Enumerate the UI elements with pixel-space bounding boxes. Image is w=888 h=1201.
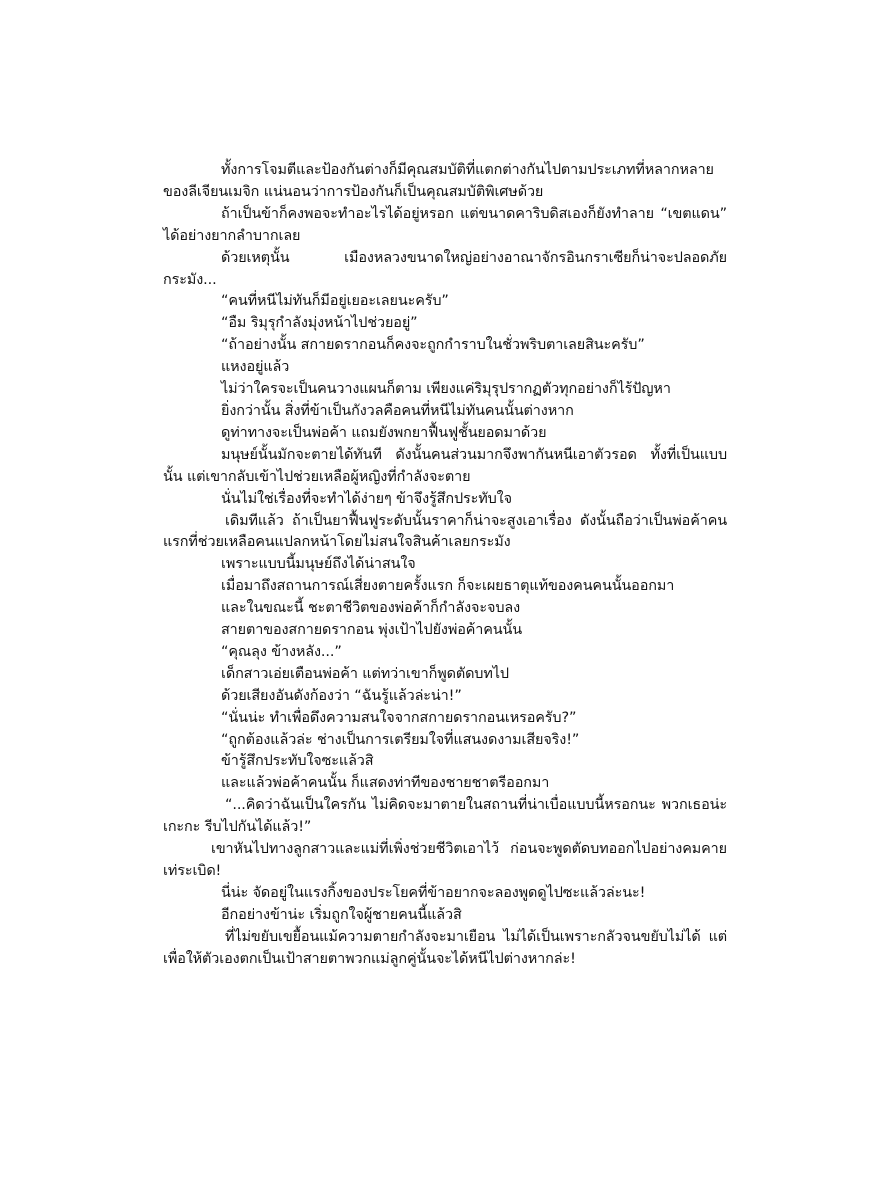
paragraph: ทั้งการโจมตีและป้องกันต่างก็มีคุณสมบัติที่แตกต่างกันไปตามประเภทที่หลากหลายของลีเจียนเมจิก แน่นอนว่าการป้องกันก็เป็นคุณสมบัติพิเศษด้วย xyxy=(163,162,714,200)
paragraph: นั่นไม่ใช่เรื่องที่จะทำได้ง่ายๆ ข้าจึงรู้สึกประทับใจ xyxy=(221,490,512,507)
paragraph: และแล้วพ่อค้าคนนั้น ก็แสดงท่าทีของชายชาตรีออกมา xyxy=(221,775,550,792)
paragraph: ดูท่าทางจะเป็นพ่อค้า แถมยังพกยาฟื้นฟูชั้นยอดมาด้วย xyxy=(221,424,547,441)
paragraph: แหงอยู่แล้ว xyxy=(221,359,290,376)
paragraph: ด้วยเสียงอันดังก้องว่า “ฉันรู้แล้วล่ะน่า!” xyxy=(221,687,462,704)
paragraph: ข้ารู้สึกประทับใจซะแล้วสิ xyxy=(221,753,374,770)
paragraph: สายตาของสกายดรากอน พุ่งเป้าไปยังพ่อค้าคนนั้น xyxy=(221,622,523,639)
paragraph: เพราะแบบนี้มนุษย์ถึงได้น่าสนใจ xyxy=(221,556,416,573)
body-text xyxy=(163,160,727,971)
paragraph: ถ้าเป็นข้าก็คงพอจะทำอะไรได้อยู่หรอก แต่ขนาดคาริบดิสเองก็ยังทำลาย “เขตแดน” ได้อย่างยากลำบากเลย xyxy=(163,205,727,244)
paragraph: ไม่ว่าใครจะเป็นคนวางแผนก็ตาม เพียงแค่ริมุรุปรากฏตัวทุกอย่างก็ไร้ปัญหา xyxy=(221,381,671,398)
paragraph: “...คิดว่าฉันเป็นใครกัน ไม่คิดจะมาตายในสถานที่น่าเบื่อแบบนี้หรอกนะ พวกเธอน่ะเกะกะ รีบไปกันได้แล้ว!” xyxy=(163,797,727,836)
paragraph: ยิ่งกว่านั้น สิ่งที่ข้าเป็นกังวลคือคนที่หนีไม่ทันคนนั้นต่างหาก xyxy=(221,402,574,419)
paragraph: “คุณลุง ข้างหลัง...” xyxy=(221,643,342,660)
paragraph: “อืม ริมุรุกำลังมุ่งหน้าไปช่วยอยู่” xyxy=(221,315,418,332)
paragraph: “นั่นน่ะ ทำเพื่อดึงความสนใจจากสกายดรากอนเหรอครับ?” xyxy=(221,709,577,726)
paragraph: เขาหันไปทางลูกสาวและแม่ที่เพิ่งช่วยชีวิตเอาไว้ ก่อนจะพูดตัดบทออกไปอย่างคมคายเท่ระเบิด! xyxy=(163,841,727,879)
paragraph: “ถูกต้องแล้วล่ะ ช่างเป็นการเตรียมใจที่แสนงดงามเสียจริง!” xyxy=(221,731,580,748)
paragraph: “คนที่หนีไม่ทันก็มีอยู่เยอะเลยนะครับ” xyxy=(221,293,449,310)
paragraph: เด็กสาวเอ่ยเตือนพ่อค้า แต่ทว่าเขาก็พูดตัดบทไป xyxy=(221,665,509,682)
paragraph: เมื่อมาถึงสถานการณ์เสี่ยงตายครั้งแรก ก็จะเผยธาตุแท้ของคนคนนั้นออกมา xyxy=(221,578,675,595)
paragraph: อีกอย่างข้าน่ะ เริ่มถูกใจผู้ชายคนนี้แล้วสิ xyxy=(221,906,462,923)
paragraph: ที่ไม่ขยับเขยื้อนแม้ความตายกำลังจะมาเยือน ไม่ได้เป็นเพราะกลัวจนขยับไม่ได้ แต่เพื่อให้ตัวเองตกเป็นเป้าสายตาพวกแม่ลูกคู่นั้นจะได้หนีไปต่างหากล่ะ! xyxy=(163,928,727,967)
paragraph: “ถ้าอย่างนั้น สกายดรากอนก็คงจะถูกกำราบในชั่วพริบตาเลยสินะครับ” xyxy=(221,337,645,354)
paragraph: เดิมทีแล้ว ถ้าเป็นยาฟื้นฟูระดับนั้นราคาก็น่าจะสูงเอาเรื่อง ดังนั้นถือว่าเป็นพ่อค้าคนแรกที่ช่วยเหลือคนแปลกหน้าโดยไม่สนใจสินค้าเลยกระมัง xyxy=(163,512,727,551)
paragraph: ด้วยเหตุนั้น เมืองหลวงขนาดใหญ่อย่างอาณาจักรอินกราเซียก็น่าจะปลอดภัยกระมัง... xyxy=(163,249,727,288)
paragraph: มนุษย์นั้นมักจะตายได้ทันที ดังนั้นคนส่วนมากจึงพากันหนีเอาตัวรอด ทั้งที่เป็นแบบนั้น แต่เขากลับเข้าไปช่วยเหลือผู้หญิงที่กำลังจะตาย xyxy=(163,446,727,485)
paragraph: นี่น่ะ จัดอยู่ในแรงกิ้งของประโยคที่ข้าอยากจะลองพูดดูไปซะแล้วล่ะนะ! xyxy=(221,884,646,901)
paragraph: และในขณะนี้ ชะตาชีวิตของพ่อค้าก็กำลังจะจบลง xyxy=(221,600,521,617)
